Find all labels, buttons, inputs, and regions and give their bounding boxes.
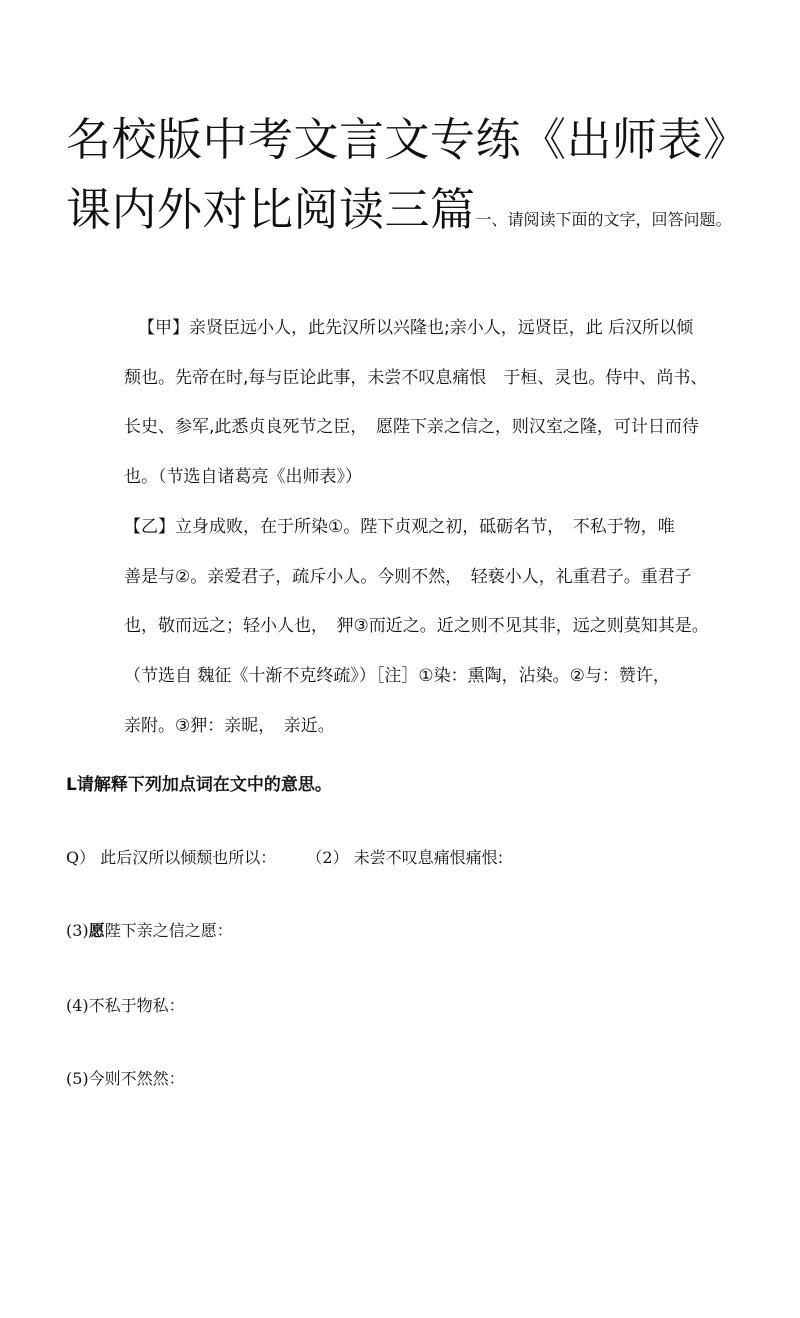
passage-line: 颓也。先帝在时,每与臣论此事，未尝不叹息痛恨 于桓、灵也。侍中、尚书、 [124,368,708,388]
question-text: 今则不然然： [88,1069,185,1088]
question-3 [66,918,233,941]
passage-line: 亲附。③狎：亲昵， 亲近。 [124,716,335,736]
question-text: 未尝不叹息痛恨痛恨: [353,848,504,867]
question-4 [66,993,185,1016]
passage-line: 也，敬而远之；轻小人也， 狎③而近之。近之则不见其非，远之则莫知其是。 [124,616,709,636]
question-number: Q） [66,848,96,867]
passage-line: 善是与②。亲爱君子，疏斥小人。今则不然， 轻亵小人，礼重君子。重君子 [124,567,692,587]
title-line-2-main: 课内外对比阅读三篇 [66,183,476,236]
question-text: 陛下亲之信之愿： [104,921,233,940]
page-title-line-2 [66,182,732,248]
passage-line: （节选自 魏征《十渐不克终疏》）［注］①染：熏陶，沾染。②与：赞许， [124,666,670,686]
passage-line: 【甲】亲贤臣远小人，此先汉所以兴隆也;亲小人，远贤臣，此 后汉所以倾 [138,318,694,338]
passage-line: 也。（节选自诸葛亮《出师表》） [124,467,362,487]
question-number: （2） [306,848,349,867]
passage-line: 长史、参军,此悉贞良死节之臣， 愿陛下亲之信之，则汉室之隆，可计日而待 [124,417,699,437]
question-text: 此后汉所以倾颓也所以： [100,848,277,867]
title-line-1: 名校版中考文言文专练《出师表》 [66,113,749,166]
question-1-2 [66,845,503,868]
page-title [66,112,749,168]
question-number: (3) [66,921,89,940]
question-number: (4) [66,996,89,1015]
dotted-word: 愿 [88,921,105,940]
question-number: (5) [66,1069,89,1088]
question-5 [66,1066,185,1089]
section-instruction: 一、请阅读下面的文字，回答问题。 [475,210,732,229]
question-text: 不私于物私： [88,996,185,1015]
question-heading: L请解释下列加点词在文中的意思。 [66,775,332,795]
passage-line: 【乙】立身成败，在于所染①。陛下贞观之初，砥砺名节， 不私于物，唯 [124,517,675,537]
